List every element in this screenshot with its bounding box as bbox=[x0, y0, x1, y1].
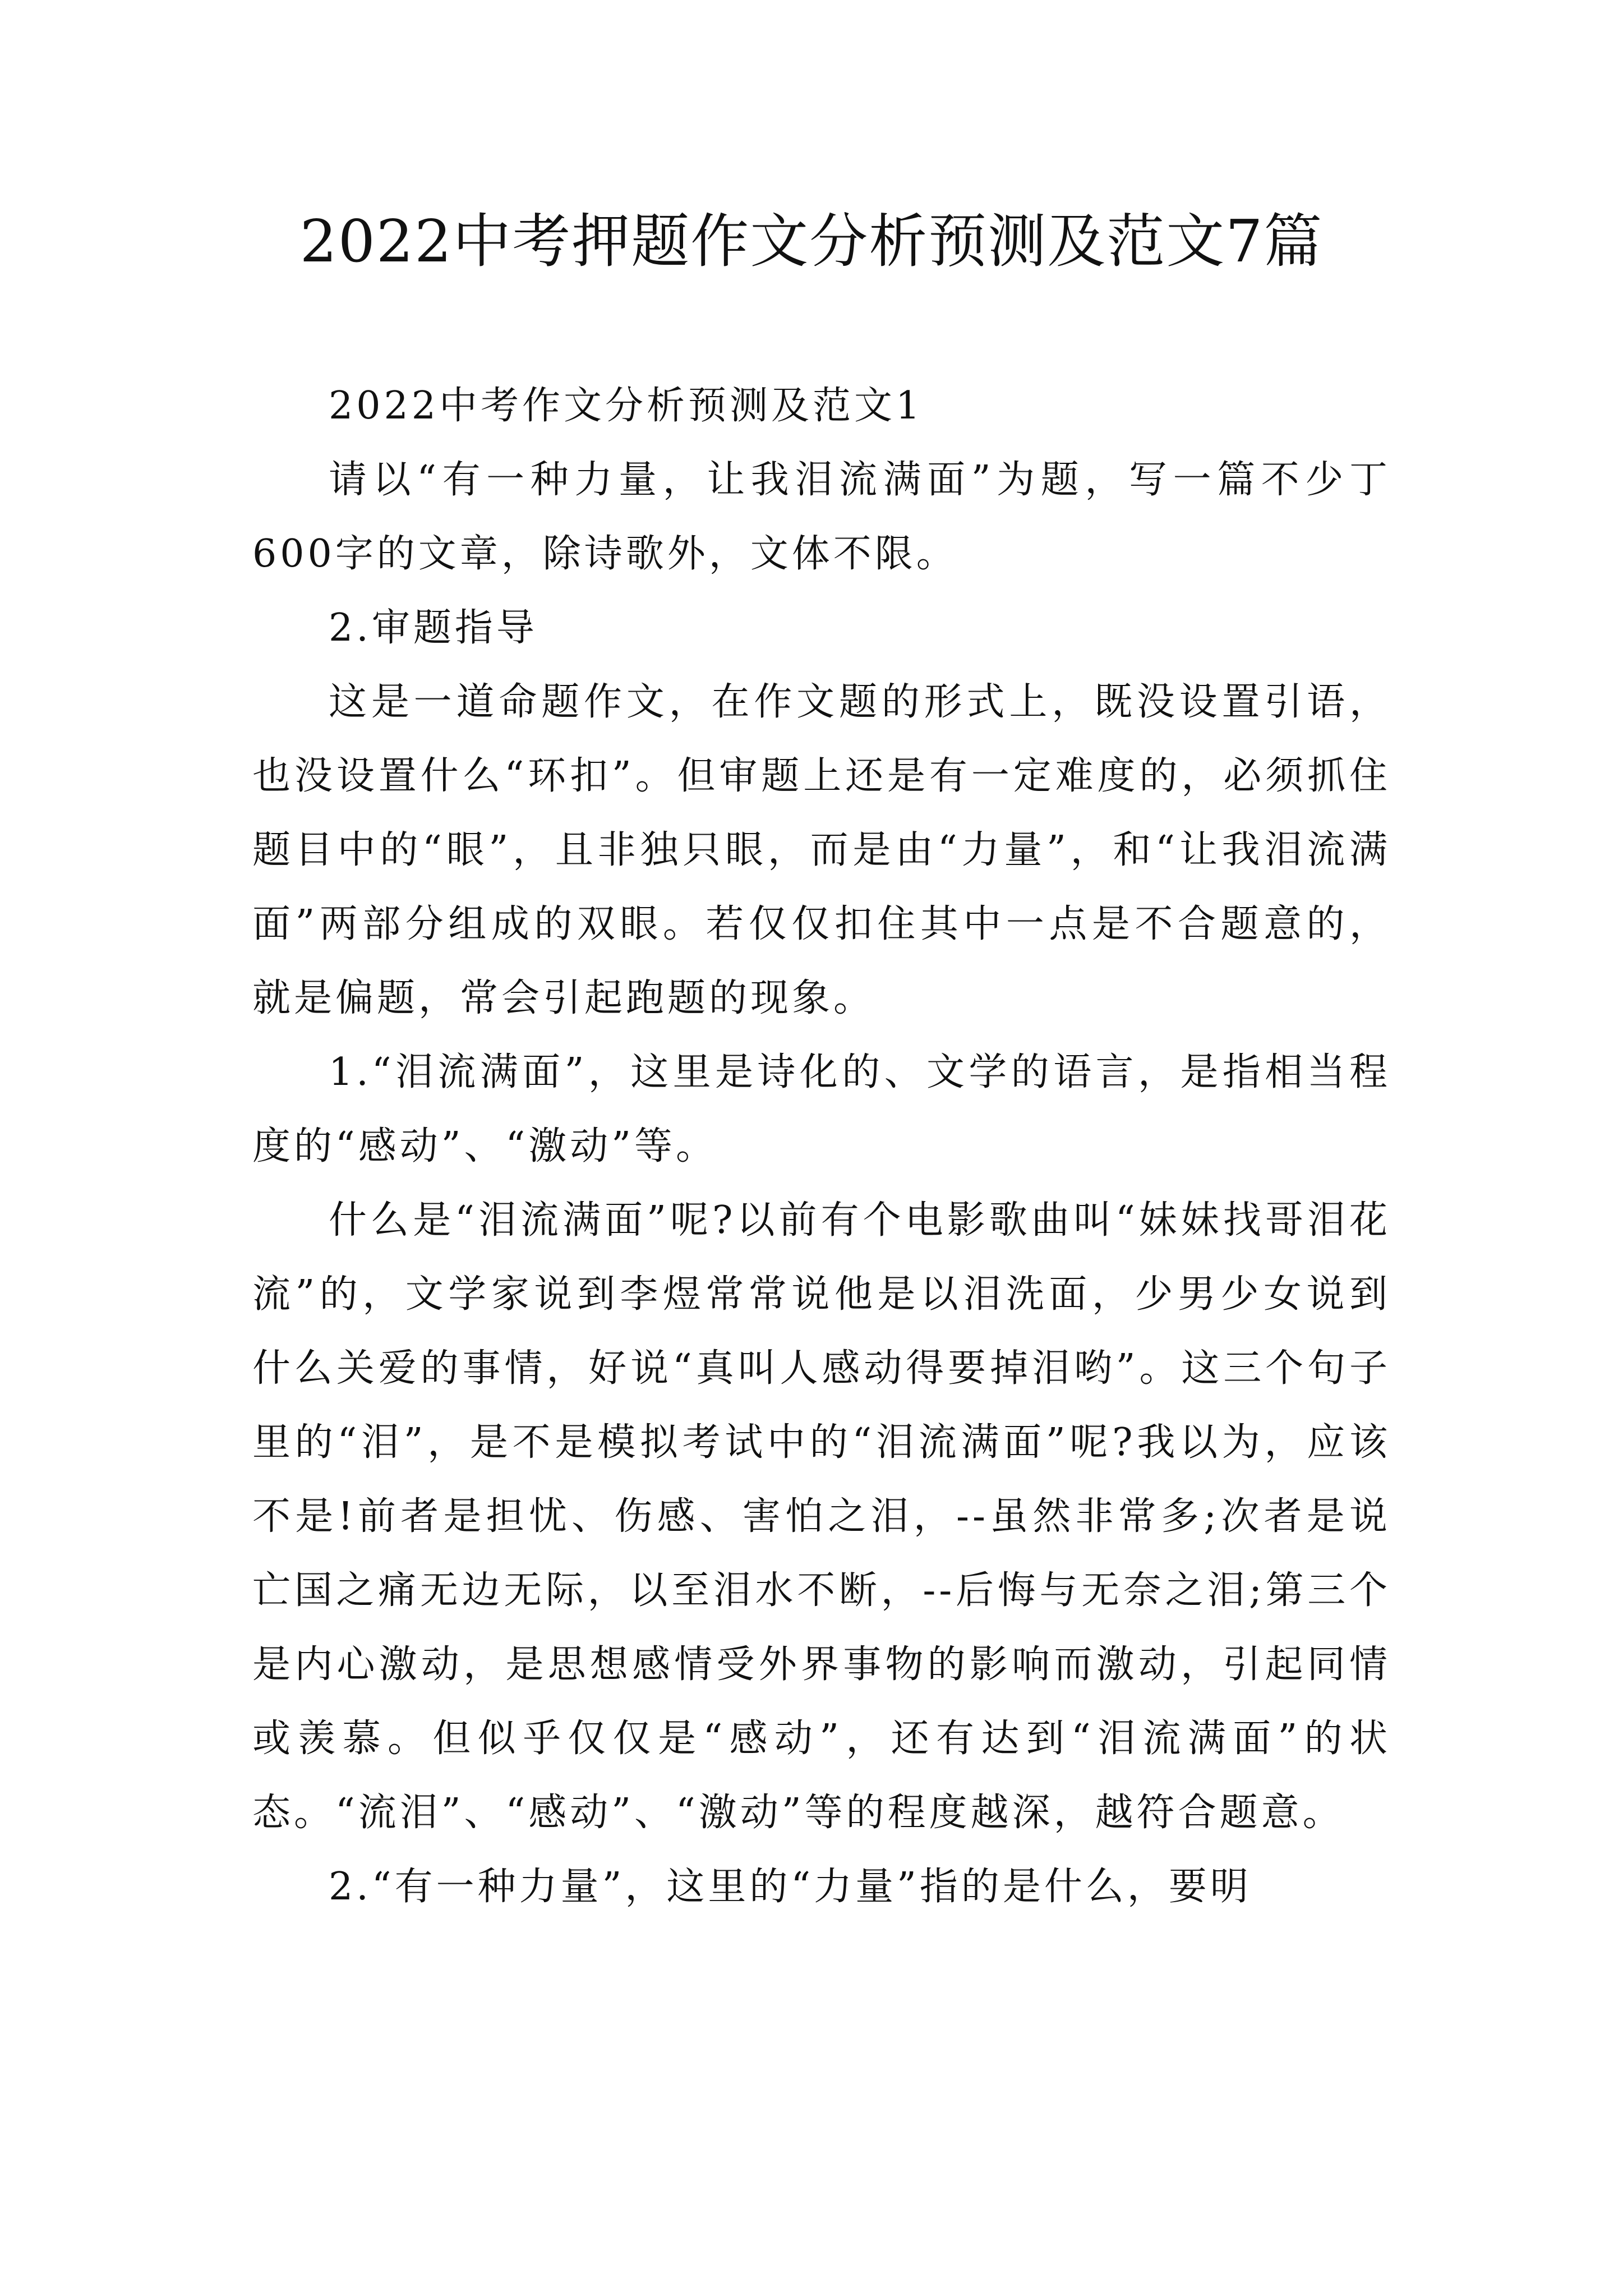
paragraph-prompt: 请以“有一种力量，让我泪流满面”为题，写一篇不少丁600字的文章，除诗歌外，文体不限。 bbox=[252, 458, 1391, 576]
paragraph-section-heading: 2.审题指导 bbox=[329, 606, 538, 650]
document-body bbox=[252, 369, 1391, 1924]
paragraph-analysis: 这是一道命题作文，在作文题的形式上，既没设置引语，也没设置什么“环扣”。但审题上还是有一定难度的，必须抓住题目中的“眼”，且非独只眼，而是由“力量”，和“让我泪流满面”两部分组成的双眼。若仅仅扣住其中一点是不合题意的，就是偏题，常会引起跑题的现象。 bbox=[252, 680, 1391, 1020]
paragraph-explanation: 什么是“泪流满面”呢?以前有个电影歌曲叫“妹妹找哥泪花流”的，文学家说到李煜常常说他是以泪洗面，少男少女说到什么关爱的事情，好说“真叫人感动得要掉泪哟”。这三个句子里的“泪”，是不是模拟考试中的“泪流满面”呢?我以为，应该不是!前者是担忧、伤感、害怕之泪，--虽然非常多;次者是说亡国之痛无边无际，以至泪水不断，--后悔与无奈之泪;第三个是内心激动，是思想感情受外界事物的影响而激动，引起同情或羡慕。但似乎仅仅是“感动”，还有达到“泪流满面”的状态。“流泪”、“感动”、“激动”等的程度越深，越符合题意。 bbox=[252, 1198, 1391, 1835]
document-title: 2022中考押题作文分析预测及范文7篇 bbox=[299, 207, 1324, 275]
paragraph-point-2: 2.“有一种力量”，这里的“力量”指的是什么，要明 bbox=[329, 1865, 1252, 1909]
paragraph-point-1: 1.“泪流满面”，这里是诗化的、文学的语言，是指相当程度的“感动”、“激动”等。 bbox=[252, 1050, 1391, 1168]
paragraph-subtitle: 2022中考作文分析预测及范文1 bbox=[329, 384, 924, 428]
